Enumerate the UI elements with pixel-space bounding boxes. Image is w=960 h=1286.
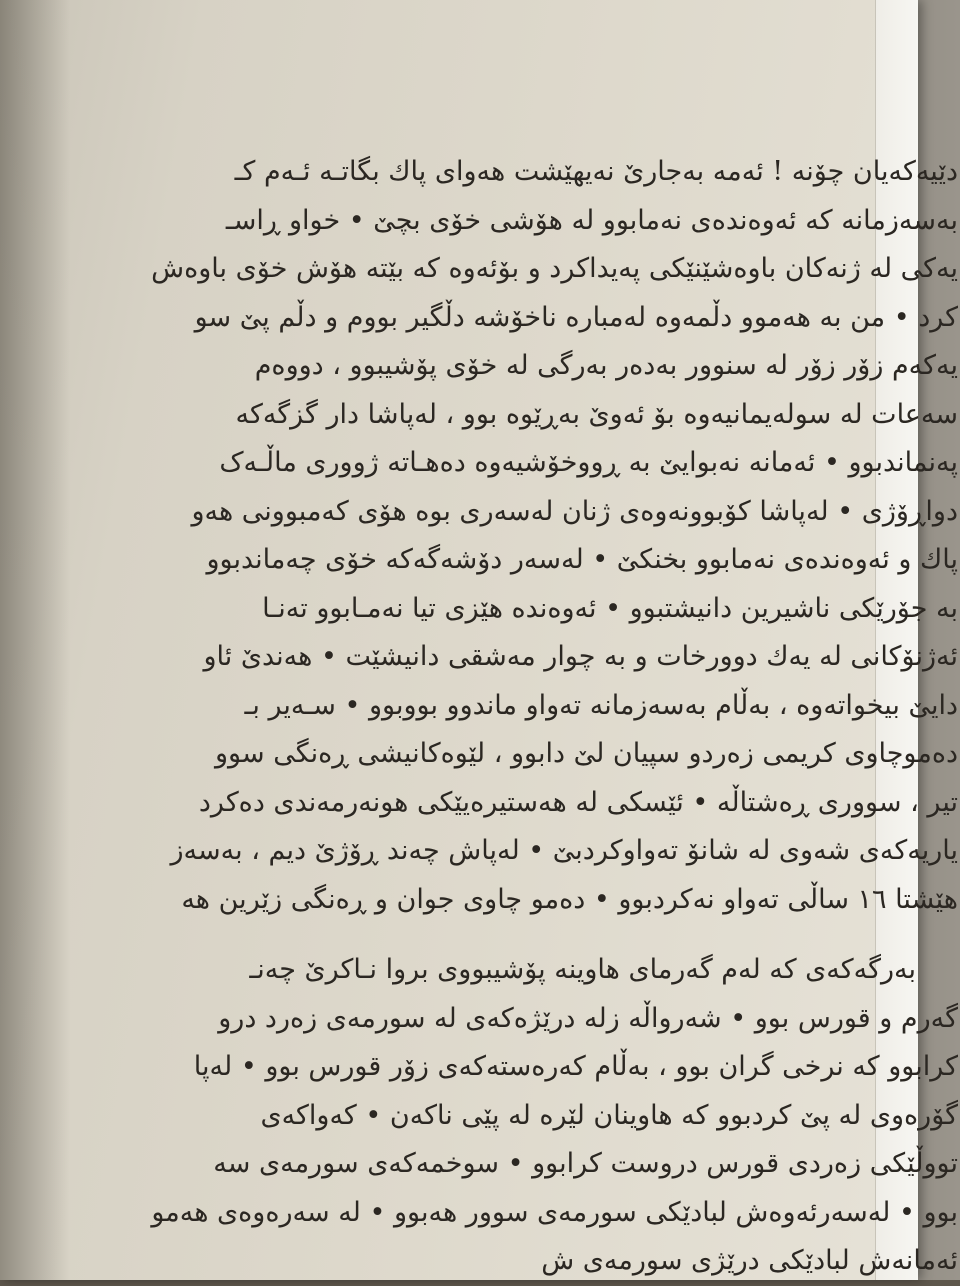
text-line: یاریەکەی شەوی لە شانۆ تەواوکردبێ • لەپاش چەند ڕۆژێ دیم ، بەسەز <box>170 835 958 866</box>
page-text <box>0 148 958 1286</box>
text-line: ئەمانەش لبادێکی درێژی سورمەی ش <box>541 1245 958 1276</box>
text-line: کرد • من بە هەموو دڵمەوە لەمبارە ناخۆشە دڵگیر بووم و دڵم پێ سو <box>194 301 958 333</box>
text-line: گۆرەوی لە پێ کردبوو کە هاوینان لێرە لە پێی ناکەن • کەواکەی <box>260 1099 958 1131</box>
text-line: پاك و ئەوەندەی نەمابوو بخنکێ • لەسەر دۆشەگەکە خۆی چەماندبوو <box>206 544 958 575</box>
text-line: بە جۆرێکی ناشیرین دانیشتبوو • ئەوەندە هێزی تیا نەمـابوو تەنـا <box>262 592 958 624</box>
text-line: ئەژنۆکانی لە یەك دوورخات و بە چوار مەشقی دانیشێت • هەندێ ئاو <box>203 641 958 672</box>
text-line: کرابوو کە نرخی گران بوو ، بەڵام کەرەستەکەی زۆر قورس بوو • لەپا <box>193 1051 958 1082</box>
text-line: هێشتا ١٦ ساڵی تەواو نەکردبوو • دەمو چاوی جوان و ڕەنگی زێرین هە <box>181 883 958 915</box>
text-line: سەعات لە سولەیمانیەوە بۆ ئەوێ بەڕێوە بوو ، لەپاشا دار گزگەکە <box>235 398 958 430</box>
text-line: بەرگەکەی کە لەم گەرمای هاوینە پۆشیبووی بروا نـاکرێ چەنـ <box>249 954 916 985</box>
text-line: تووڵێکی زەردی قورس دروست کرابوو • سوخمەکەی سورمەی سە <box>213 1148 958 1179</box>
text-line: یەکی لە ژنەکان باوەشێنێکی پەیداکرد و بۆئەوە کە بێتە هۆش خۆی باوەش <box>151 253 958 284</box>
text-line: پەنماندبوو • ئەمانە نەبوایێ بە ڕووخۆشیەوە دەهـاتە ژووری ماڵـەک <box>219 447 958 478</box>
paragraph-gap <box>0 924 958 946</box>
text-line: یەکەم زۆر زۆر لە سنوور بەدەر بەرگی لە خۆی پۆشیبوو ، دووەم <box>254 350 958 381</box>
text-line: گەرم و قورس بوو • شەرواڵە زلە درێژەکەی لە سورمەی زەرد درو <box>218 1002 958 1034</box>
text-line: بەسەزمانە کە ئەوەندەی نەمابوو لە هۆشی خۆی بچێ • خواو ڕاسـ <box>225 204 958 236</box>
text-line: دایێ بیخواتەوە ، بەڵام بەسەزمانە تەواو ماندوو بووبوو • سـەیر بـ <box>244 689 958 721</box>
text-line: دواڕۆژی • لەپاشا کۆبوونەوەی ژنان لەسەری بوە هۆی کەمبوونی هەو <box>191 495 958 527</box>
text-line: دەموچاوی کریمی زەردو سپیان لێ دابوو ، لێوەکانیشی ڕەنگی سوو <box>215 738 958 769</box>
text-line: تیر ، سووری ڕەشتاڵە • ئێسکی لە هەستیرەیێکی هونەرمەندی دەکرد <box>198 786 958 818</box>
text-line: دێیەکەیان چۆنە ! ئەمە بەجارێ نەیهێشت هەوای پاك بگاتـە ئـەم کـ <box>234 156 958 187</box>
text-line: بوو • لەسەرئەوەش لبادێکی سورمەی سوور هەبوو • لە سەرەوەی هەمو <box>151 1196 958 1228</box>
